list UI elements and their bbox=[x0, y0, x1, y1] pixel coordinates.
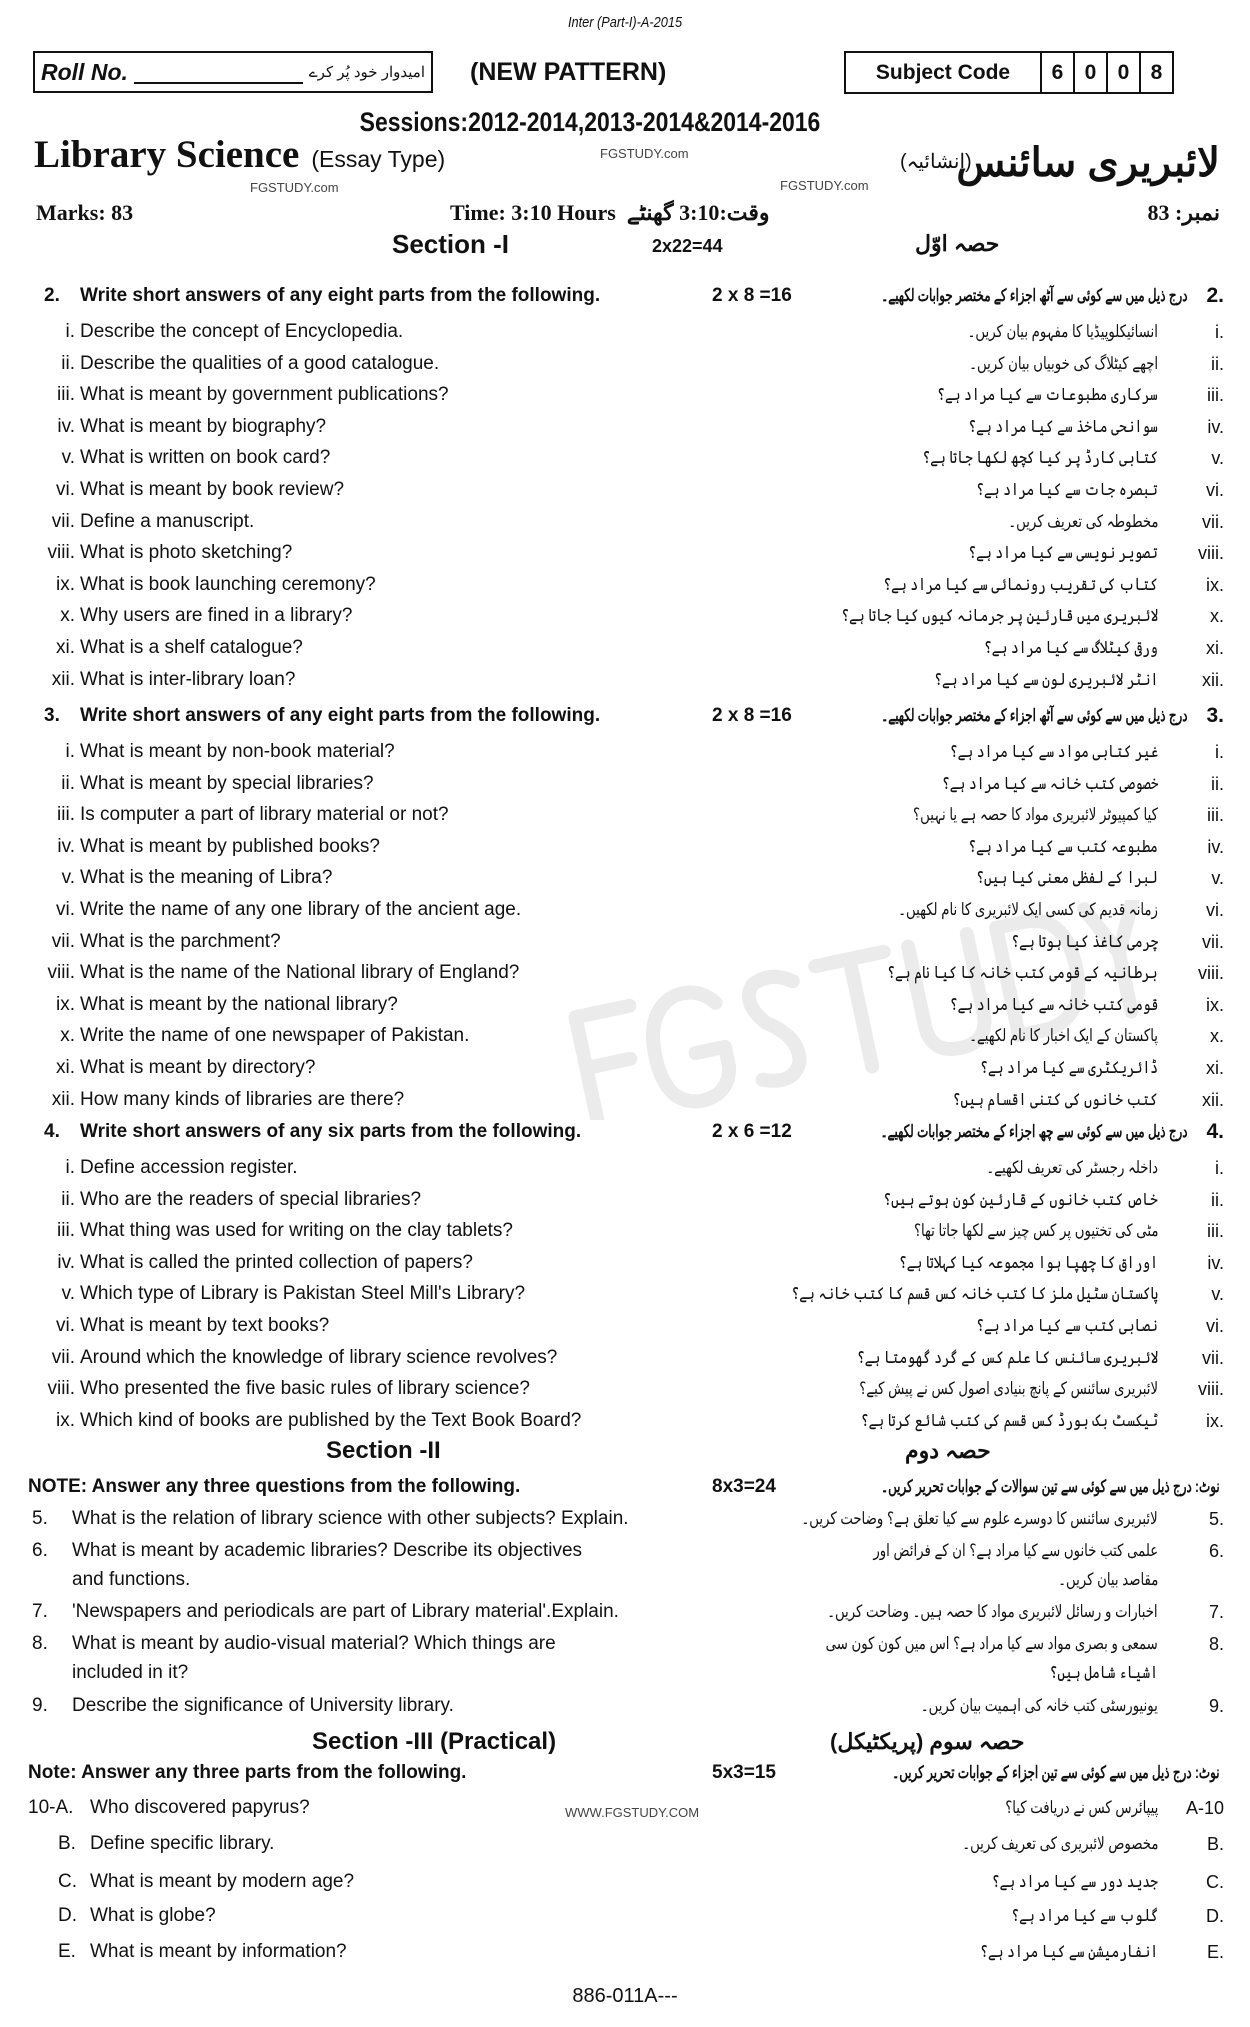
part-text: Describe the concept of Encyclopedia. bbox=[80, 321, 404, 342]
part-text: Is computer a part of library material or not? bbox=[80, 804, 449, 826]
section3-note bbox=[0, 1761, 1250, 1792]
part-text-urdu: ٹیکسٹ بک بورڈ کس قسم کی کتب شائع کرتا ہے؟ bbox=[860, 1410, 1158, 1430]
part-text: What thing was used for writing on the clay tablets? bbox=[80, 1220, 514, 1242]
part-number-urdu: ii. bbox=[1211, 1189, 1224, 1210]
subject-code-digit: 0 bbox=[1073, 53, 1106, 92]
part-number: xii. bbox=[51, 668, 75, 690]
question-part bbox=[0, 1409, 1250, 1440]
note-text: NOTE: Answer any three questions from the following. bbox=[28, 1476, 521, 1497]
section-1-marks: 2x22=44 bbox=[652, 236, 723, 256]
part-text: Describe the qualities of a good catalogue. bbox=[80, 352, 440, 374]
question-number-urdu: A-10 bbox=[1185, 1798, 1224, 1818]
part-text-urdu: لبرا کے لفظی معنی کیا ہیں؟ bbox=[976, 868, 1158, 888]
question-marks: 2 x 8 =16 bbox=[712, 705, 792, 726]
section-marks: 5x3=15 bbox=[712, 1762, 776, 1783]
part-number-urdu: iii. bbox=[1207, 805, 1224, 826]
question-line bbox=[0, 1832, 1250, 1863]
part-number: vii. bbox=[51, 1346, 75, 1368]
question-part bbox=[0, 993, 1250, 1024]
paper-title bbox=[34, 134, 445, 180]
part-number: vi. bbox=[56, 899, 75, 920]
question-part bbox=[0, 961, 1250, 992]
part-number: v. bbox=[61, 867, 75, 889]
part-number: v. bbox=[61, 1283, 75, 1305]
part-number: ix. bbox=[56, 1409, 75, 1431]
time-allowed bbox=[450, 200, 770, 226]
part-text: What is the parchment? bbox=[80, 930, 281, 952]
part-number-urdu: iii. bbox=[1207, 1221, 1224, 1242]
part-number: vii. bbox=[51, 930, 75, 952]
question-line bbox=[0, 1694, 1250, 1725]
part-number: iii. bbox=[57, 1220, 75, 1242]
section-marks: 8x3=24 bbox=[712, 1476, 776, 1497]
question-line bbox=[0, 1507, 1250, 1538]
question-text: What is meant by academic libraries? Describe its objectives bbox=[72, 1540, 583, 1561]
question-number: 3. bbox=[44, 705, 60, 726]
question-instruction-urdu: درج ذیل میں سے کوئی سے چھ اجزاء کے مختصر جوابات لکھیے۔ bbox=[880, 1122, 1188, 1141]
question-text-urdu: مقاصد بیان کریں۔ bbox=[1057, 1570, 1158, 1589]
part-number: viii. bbox=[47, 962, 75, 984]
part-text-urdu: تبصرہ جات سے کیا مراد ہے؟ bbox=[976, 480, 1158, 499]
part-number-urdu: vi. bbox=[1206, 900, 1224, 920]
question-part bbox=[0, 1251, 1250, 1282]
question-text-urdu: یونیورسٹی کتب خانہ کی اہمیت بیان کریں۔ bbox=[921, 1696, 1158, 1715]
question-text-urdu: پیپائرس کس نے دریافت کیا؟ bbox=[1004, 1798, 1158, 1817]
total-marks-urdu: نمبر: 83 bbox=[1147, 200, 1220, 225]
part-number-urdu: x. bbox=[1209, 1026, 1224, 1047]
paper-title-urdu: لائبریری سائنس bbox=[956, 141, 1220, 185]
part-number: xii. bbox=[51, 1088, 75, 1110]
part-text: What is photo sketching? bbox=[80, 542, 293, 564]
watermark-text: WWW.FGSTUDY.COM bbox=[565, 1805, 700, 1820]
part-text: How many kinds of libraries are there? bbox=[80, 1088, 405, 1110]
subject-code-digit: 0 bbox=[1106, 53, 1139, 92]
question-text: What is the relation of library science with other subjects? Explain. bbox=[72, 1508, 629, 1529]
question-line bbox=[0, 1600, 1250, 1631]
watermark-text: FGSTUDY.com bbox=[780, 178, 869, 193]
part-number: ii. bbox=[61, 352, 75, 374]
question-text: and functions. bbox=[72, 1569, 191, 1590]
part-text-urdu: برطانیہ کے قومی کتب خانہ کا کیا نام ہے؟ bbox=[887, 963, 1158, 983]
paper-type-urdu: (انشائیہ) bbox=[900, 151, 972, 173]
question-part bbox=[0, 803, 1250, 834]
question-text-urdu: لائبریری سائنس کا دوسرے علوم سے کیا تعلق ہے؟ وضاحت کریں۔ bbox=[801, 1509, 1158, 1528]
part-text-urdu: کتاب کی تقریب رونمائی سے کیا مراد ہے؟ bbox=[883, 574, 1158, 594]
part-number-urdu: v. bbox=[1211, 868, 1224, 889]
question-line bbox=[0, 1870, 1250, 1901]
question-part bbox=[0, 1156, 1250, 1187]
subject-code-label: Subject Code bbox=[875, 60, 1011, 84]
part-number-urdu: ix. bbox=[1206, 994, 1224, 1015]
roll-label: Roll No. bbox=[41, 58, 128, 85]
part-number-urdu: vii. bbox=[1202, 1347, 1224, 1368]
time-english: Time: 3:10 Hours bbox=[450, 200, 616, 225]
question-text: Who discovered papyrus? bbox=[90, 1797, 310, 1818]
part-number-urdu: ii. bbox=[1211, 773, 1224, 794]
question-line bbox=[0, 1661, 1250, 1692]
part-number: iv. bbox=[57, 835, 75, 857]
question-text: Describe the significance of University library. bbox=[72, 1695, 454, 1716]
roll-number-box bbox=[33, 51, 433, 93]
part-text: What is meant by directory? bbox=[80, 1057, 316, 1078]
question-part bbox=[0, 1377, 1250, 1408]
part-text-urdu: ورقی کیٹلاگ سے کیا مراد ہے؟ bbox=[984, 638, 1158, 657]
part-text: What is inter-library loan? bbox=[80, 668, 296, 690]
part-text-urdu: اچھے کیٹلاگ کی خوبیاں بیان کریں۔ bbox=[969, 353, 1158, 373]
part-text: Write the name of one newspaper of Pakistan. bbox=[80, 1025, 470, 1047]
part-number-urdu: iv. bbox=[1207, 1252, 1224, 1273]
part-text-urdu: مخطوطہ کی تعریف کریں۔ bbox=[1007, 511, 1158, 531]
part-text: What is meant by biography? bbox=[80, 415, 327, 437]
subject-code-box bbox=[844, 51, 1174, 94]
part-text: Around which the knowledge of library science revolves? bbox=[80, 1346, 558, 1368]
question-number-urdu: 5. bbox=[1208, 1509, 1224, 1529]
part-number-urdu: iv. bbox=[1207, 836, 1224, 857]
part-text: Who presented the five basic rules of library science? bbox=[80, 1378, 530, 1400]
question-instruction: Write short answers of any eight parts from the following. bbox=[80, 705, 601, 726]
part-text-urdu: مٹی کی تختیوں پر کس چیز سے لکھا جاتا تھا؟ bbox=[913, 1221, 1158, 1241]
question-part bbox=[0, 1219, 1250, 1250]
question-part bbox=[0, 1314, 1250, 1345]
part-number: ix. bbox=[56, 993, 75, 1015]
question-part bbox=[0, 383, 1250, 414]
question-number-urdu: B. bbox=[1206, 1834, 1224, 1854]
part-text: Define accession register. bbox=[80, 1157, 298, 1178]
part-number: i. bbox=[65, 741, 75, 762]
question-part bbox=[0, 1056, 1250, 1087]
total-marks: Marks: 83 bbox=[36, 200, 134, 225]
part-number-urdu: xii. bbox=[1202, 669, 1224, 690]
part-number: x. bbox=[60, 1025, 75, 1047]
question-text-urdu: گلوب سے کیا مراد ہے؟ bbox=[1011, 1906, 1158, 1925]
part-number-urdu: iv. bbox=[1207, 416, 1224, 437]
section-3-title: Section -III (Practical) bbox=[312, 1728, 557, 1755]
part-text-urdu: کتابی کارڈ پر کیا کچھ لکھا جاتا ہے؟ bbox=[922, 448, 1158, 468]
part-number-urdu: vii. bbox=[1202, 931, 1224, 952]
part-number: iii. bbox=[57, 804, 75, 826]
part-text-urdu: لائبریری سائنس کے پانچ بنیادی اصول کس نے پیش کیے؟ bbox=[859, 1379, 1158, 1399]
part-text: What is a shelf catalogue? bbox=[80, 637, 303, 658]
question-header bbox=[0, 284, 1250, 315]
question-number: 2. bbox=[44, 285, 60, 306]
watermark-text: FGSTUDY.com bbox=[250, 180, 339, 195]
part-number-urdu: iii. bbox=[1207, 385, 1224, 406]
part-text-urdu: لائبریری سائنس کا علم کس کے گرد گھومتا ہے؟ bbox=[856, 1347, 1158, 1367]
question-number: B. bbox=[58, 1833, 76, 1854]
question-number-urdu: 9. bbox=[1208, 1696, 1224, 1716]
part-number: viii. bbox=[47, 542, 75, 564]
part-text: Which kind of books are published by the Text Book Board? bbox=[80, 1409, 582, 1431]
part-text-urdu: پاکستان سٹیل ملز کا کتب خانہ کس قسم کا کتب خانہ ہے؟ bbox=[791, 1284, 1158, 1304]
note-text-urdu: نوٹ: درج ذیل میں سے کوئی سے تین اجزاء کے جوابات تحریر کریں۔ bbox=[892, 1763, 1220, 1782]
roll-urdu-note: امیدوار خود پُر کرے bbox=[308, 64, 425, 81]
part-number: iv. bbox=[57, 415, 75, 437]
question-part bbox=[0, 604, 1250, 635]
part-text-urdu: کیا کمپیوٹر لائبریری مواد کا حصہ ہے یا نہیں؟ bbox=[913, 805, 1158, 825]
subject-code-digit: 6 bbox=[1040, 53, 1073, 92]
part-text-urdu: تصویر نویسی سے کیا مراد ہے؟ bbox=[968, 543, 1158, 563]
part-number: xi. bbox=[56, 1057, 75, 1078]
question-number-urdu: 7. bbox=[1208, 1602, 1224, 1622]
question-text: What is meant by audio-visual material? Which things are bbox=[72, 1633, 556, 1654]
part-text: Define a manuscript. bbox=[80, 510, 255, 532]
part-text: What is the meaning of Libra? bbox=[80, 867, 333, 889]
question-part bbox=[0, 1024, 1250, 1055]
question-line bbox=[0, 1940, 1250, 1971]
part-number: x. bbox=[60, 605, 75, 627]
question-text: What is meant by modern age? bbox=[90, 1871, 355, 1892]
part-number-urdu: i. bbox=[1215, 1158, 1224, 1178]
part-number-urdu: i. bbox=[1215, 322, 1224, 342]
question-line bbox=[0, 1568, 1250, 1599]
question-instruction-urdu: درج ذیل میں سے کوئی سے آٹھ اجزاء کے مختصر جوابات لکھیے۔ bbox=[881, 286, 1188, 305]
part-number: iv. bbox=[57, 1251, 75, 1273]
time-urdu: وقت:3:10 گھنٹے bbox=[626, 200, 770, 225]
question-text-urdu: جدید دور سے کیا مراد ہے؟ bbox=[991, 1872, 1158, 1891]
part-text: Who are the readers of special libraries? bbox=[80, 1188, 422, 1210]
part-number: i. bbox=[65, 1157, 75, 1178]
question-number: 5. bbox=[32, 1508, 48, 1529]
part-text-urdu: نصابی کتب سے کیا مراد ہے؟ bbox=[976, 1316, 1158, 1335]
part-number-urdu: xi. bbox=[1206, 1058, 1224, 1078]
roll-number-field[interactable] bbox=[134, 60, 303, 84]
part-number-urdu: vi. bbox=[1206, 1316, 1224, 1336]
question-number-urdu: D. bbox=[1206, 1906, 1224, 1926]
question-part bbox=[0, 1346, 1250, 1377]
question-number: C. bbox=[58, 1871, 77, 1892]
part-text-urdu: کتب خانوں کی کتنی اقسام ہیں؟ bbox=[953, 1089, 1158, 1109]
question-text-urdu: مخصوص لائبریری کی تعریف کریں۔ bbox=[961, 1834, 1158, 1853]
part-number: ii. bbox=[61, 772, 75, 794]
question-part bbox=[0, 930, 1250, 961]
part-text: What is meant by the national library? bbox=[80, 993, 398, 1015]
question-marks: 2 x 6 =12 bbox=[712, 1121, 792, 1142]
question-number: 10-A. bbox=[28, 1797, 74, 1818]
part-number: vi. bbox=[56, 1315, 75, 1336]
part-text-urdu: خاص کتب خانوں کے قارئین کون ہوتے ہیں؟ bbox=[883, 1189, 1158, 1209]
question-number-urdu: E. bbox=[1206, 1942, 1224, 1962]
part-number-urdu: v. bbox=[1211, 448, 1224, 469]
question-text: What is meant by information? bbox=[90, 1941, 347, 1962]
question-text: 'Newspapers and periodicals are part of Library material'.Explain. bbox=[72, 1601, 619, 1622]
question-number: 8. bbox=[32, 1633, 48, 1654]
question-number-urdu: 8. bbox=[1208, 1634, 1224, 1654]
part-text: Which type of Library is Pakistan Steel Mill's Library? bbox=[80, 1283, 526, 1305]
question-part bbox=[0, 510, 1250, 541]
section-3-title-urdu: حصہ سوم (پریکٹیکل) bbox=[830, 1729, 1025, 1754]
question-number: 7. bbox=[32, 1601, 48, 1622]
question-part bbox=[0, 740, 1250, 771]
question-instruction: Write short answers of any six parts from the following. bbox=[80, 1121, 582, 1142]
paper-type: (Essay Type) bbox=[311, 146, 446, 172]
part-number-urdu: ix. bbox=[1206, 574, 1224, 595]
question-part bbox=[0, 898, 1250, 929]
part-text-urdu: داخلہ رجسٹر کی تعریف لکھیے۔ bbox=[986, 1158, 1158, 1177]
note-text-urdu: نوٹ: درج ذیل میں سے کوئی سے تین سوالات کے جوابات تحریر کریں۔ bbox=[881, 1477, 1220, 1496]
question-text-urdu: علمی کتب خانوں سے کیا مراد ہے؟ ان کے فرائض اور bbox=[873, 1541, 1158, 1560]
question-part bbox=[0, 772, 1250, 803]
question-text-urdu: اشیاء شامل ہیں؟ bbox=[1049, 1663, 1158, 1682]
part-number: viii. bbox=[47, 1378, 75, 1400]
part-text-urdu: پاکستان کے ایک اخبار کا نام لکھیے۔ bbox=[969, 1026, 1158, 1046]
question-number-urdu: 3. bbox=[1206, 704, 1224, 727]
part-text-urdu: چرمی کاغذ کیا ہوتا ہے؟ bbox=[1011, 931, 1158, 951]
question-part bbox=[0, 1188, 1250, 1219]
part-number-urdu: vii. bbox=[1202, 511, 1224, 532]
part-text: What is called the printed collection of papers? bbox=[80, 1251, 473, 1273]
part-text: Why users are fined in a library? bbox=[80, 605, 353, 627]
part-text-urdu: انسائیکلوپیڈیا کا مفہوم بیان کریں۔ bbox=[967, 322, 1158, 341]
question-text: included in it? bbox=[72, 1662, 189, 1683]
question-text-urdu: سمعی و بصری مواد سے کیا مراد ہے؟ اس میں کون کون سی bbox=[825, 1634, 1158, 1653]
part-text-urdu: خصوصی کتب خانہ سے کیا مراد ہے؟ bbox=[941, 773, 1158, 793]
question-part bbox=[0, 835, 1250, 866]
part-text-urdu: اوراق کا چھپا ہوا مجموعہ کیا کہلاتا ہے؟ bbox=[899, 1252, 1158, 1272]
part-number-urdu: i. bbox=[1215, 742, 1224, 762]
part-number-urdu: viii. bbox=[1198, 963, 1224, 984]
part-text-urdu: لائبریری میں قارئین پر جرمانہ کیوں کیا جاتا ہے؟ bbox=[841, 606, 1158, 626]
question-marks: 2 x 8 =16 bbox=[712, 285, 792, 306]
question-text-urdu: انفارمیشن سے کیا مراد ہے؟ bbox=[980, 1942, 1158, 1961]
part-number-urdu: viii. bbox=[1198, 1379, 1224, 1400]
part-number: ii. bbox=[61, 1188, 75, 1210]
question-text: What is globe? bbox=[90, 1905, 216, 1926]
question-line bbox=[0, 1632, 1250, 1663]
question-instruction: Write short answers of any eight parts from the following. bbox=[80, 285, 601, 306]
question-part bbox=[0, 1282, 1250, 1313]
question-text-urdu: اخبارات و رسائل لائبریری مواد کا حصہ ہیں۔ وضاحت کریں۔ bbox=[827, 1602, 1158, 1621]
question-part bbox=[0, 573, 1250, 604]
sessions-text: Sessions:2012-2014,2013-2014&2014-2016 bbox=[359, 107, 821, 137]
part-text-urdu: مطبوعہ کتب سے کیا مراد ہے؟ bbox=[968, 836, 1158, 856]
part-text: What is meant by government publications? bbox=[80, 384, 449, 406]
question-part bbox=[0, 446, 1250, 477]
question-number: 6. bbox=[32, 1540, 48, 1561]
question-number: 4. bbox=[44, 1121, 60, 1142]
part-number: ix. bbox=[56, 573, 75, 595]
footer-code: 886-011A--- bbox=[572, 1985, 678, 2007]
part-text: What is meant by book review? bbox=[80, 479, 345, 500]
part-text: What is meant by special libraries? bbox=[80, 772, 374, 794]
part-number-urdu: v. bbox=[1211, 1284, 1224, 1305]
question-part bbox=[0, 415, 1250, 446]
part-number-urdu: x. bbox=[1209, 606, 1224, 627]
part-text: What is meant by non-book material? bbox=[80, 741, 395, 762]
question-number-urdu: 4. bbox=[1206, 1120, 1224, 1143]
part-number-urdu: ix. bbox=[1206, 1410, 1224, 1431]
part-number: vi. bbox=[56, 479, 75, 500]
question-part bbox=[0, 668, 1250, 699]
question-part bbox=[0, 636, 1250, 667]
part-number: v. bbox=[61, 447, 75, 469]
question-part bbox=[0, 866, 1250, 897]
part-number: vii. bbox=[51, 510, 75, 532]
question-header bbox=[0, 1120, 1250, 1151]
question-part bbox=[0, 352, 1250, 383]
part-text: Write the name of any one library of the ancient age. bbox=[80, 899, 522, 920]
part-number-urdu: viii. bbox=[1198, 543, 1224, 564]
pattern-label: (NEW PATTERN) bbox=[470, 58, 667, 86]
section-1-title-urdu: حصہ اوّل bbox=[915, 231, 1000, 256]
part-number-urdu: xi. bbox=[1206, 638, 1224, 658]
section-2-title: Section -II bbox=[326, 1437, 441, 1464]
part-text: What is written on book card? bbox=[80, 447, 331, 469]
question-number: 9. bbox=[32, 1695, 48, 1716]
paper-code: Inter (Part-I)-A-2015 bbox=[567, 14, 683, 31]
part-number: xi. bbox=[56, 637, 75, 658]
part-text-urdu: زمانہ قدیم کی کسی ایک لائبریری کا نام لکھیں۔ bbox=[898, 900, 1158, 919]
part-text-urdu: انٹر لائبریری لون سے کیا مراد ہے؟ bbox=[933, 669, 1158, 689]
part-text: What is meant by text books? bbox=[80, 1315, 330, 1336]
note-text: Note: Answer any three parts from the following. bbox=[28, 1762, 467, 1783]
question-number: D. bbox=[58, 1905, 77, 1926]
part-text-urdu: قومی کتب خانہ سے کیا مراد ہے؟ bbox=[949, 994, 1158, 1014]
part-text: What is meant by published books? bbox=[80, 835, 380, 857]
part-text-urdu: غیر کتابی مواد سے کیا مراد ہے؟ bbox=[949, 742, 1158, 761]
section-2-title-urdu: حصہ دوم bbox=[905, 1438, 991, 1463]
watermark-text: FGSTUDY.com bbox=[600, 146, 689, 161]
part-number: iii. bbox=[57, 384, 75, 406]
part-number: i. bbox=[65, 321, 75, 342]
question-text: Define specific library. bbox=[90, 1833, 275, 1854]
question-line bbox=[0, 1904, 1250, 1935]
part-text-urdu: ڈائریکٹری سے کیا مراد ہے؟ bbox=[980, 1058, 1158, 1077]
title-text: Library Science bbox=[34, 133, 300, 176]
part-text-urdu: سرکاری مطبوعات سے کیا مراد ہے؟ bbox=[937, 385, 1158, 405]
part-number-urdu: xii. bbox=[1202, 1089, 1224, 1110]
section2-note bbox=[0, 1475, 1250, 1506]
part-text: What is book launching ceremony? bbox=[80, 573, 376, 595]
question-number-urdu: C. bbox=[1206, 1872, 1224, 1892]
question-number-urdu: 2. bbox=[1206, 284, 1224, 307]
part-number-urdu: vi. bbox=[1206, 480, 1224, 500]
question-number-urdu: 6. bbox=[1208, 1541, 1224, 1561]
section-1-title: Section -I bbox=[392, 229, 510, 259]
question-part bbox=[0, 1088, 1250, 1119]
question-part bbox=[0, 320, 1250, 351]
part-text-urdu: سوانحی ماخذ سے کیا مراد ہے؟ bbox=[968, 416, 1158, 436]
question-part bbox=[0, 478, 1250, 509]
question-part bbox=[0, 541, 1250, 572]
part-text: What is the name of the National library of England? bbox=[80, 962, 520, 984]
question-number: E. bbox=[58, 1941, 76, 1962]
question-header bbox=[0, 704, 1250, 735]
question-line bbox=[0, 1539, 1250, 1570]
subject-code-digit: 8 bbox=[1139, 53, 1172, 92]
question-instruction-urdu: درج ذیل میں سے کوئی سے آٹھ اجزاء کے مختصر جوابات لکھیے۔ bbox=[881, 706, 1188, 725]
part-number-urdu: ii. bbox=[1211, 353, 1224, 374]
